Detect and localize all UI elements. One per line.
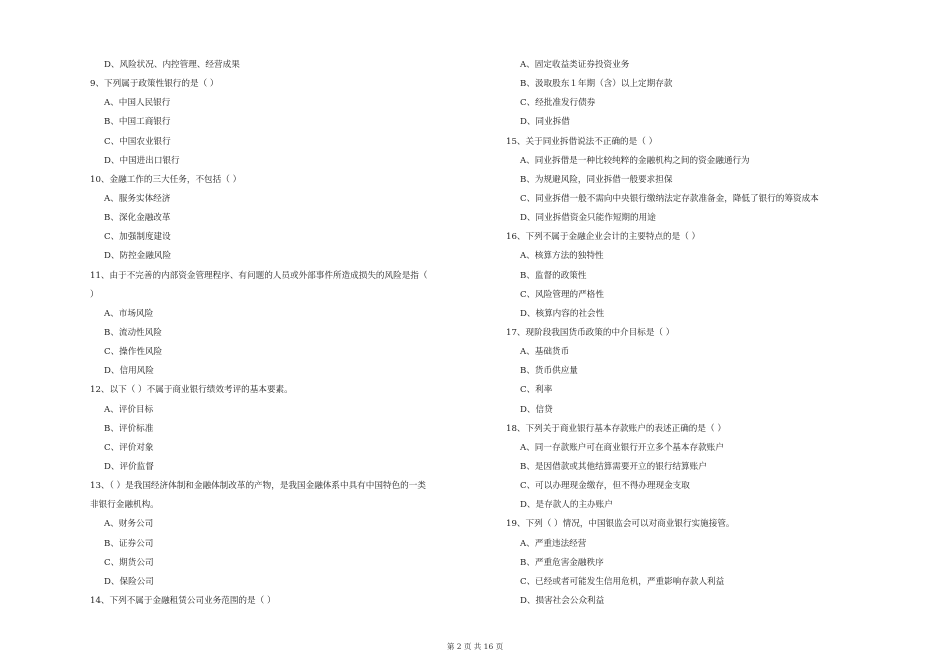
option-line: B、是因借款或其他结算需要开立的银行结算账户 — [520, 461, 707, 472]
option-line: B、评价标准 — [104, 423, 154, 434]
question-line: 13、（ ）是我国经济体制和金融体制改革的产物，是我国金融体系中具有中国特色的一类 — [90, 481, 426, 492]
right-question-column — [506, 56, 906, 611]
question-line: 9、下列属于政策性银行的是（ ） — [90, 79, 219, 90]
option-line: A、同一存款账户可在商业银行开立多个基本存款账户 — [520, 442, 724, 453]
option-line: B、为规避风险，同业拆借一般要求担保 — [520, 174, 673, 185]
option-line: D、同业拆借资金只能作短期的用途 — [520, 213, 656, 224]
option-line: D、同业拆借 — [520, 117, 570, 128]
option-line: C、风险管理的严格性 — [520, 289, 604, 300]
option-line: B、货币供应量 — [520, 366, 578, 377]
option-line: B、监督的政策性 — [520, 270, 587, 281]
question-line: 10、金融工作的三大任务，不包括（ ） — [90, 174, 242, 185]
question-line: 11、由于不完善的内部资金管理程序、有问题的人员或外部事件所造成损失的风险是指（ — [90, 270, 428, 281]
option-line: D、核算内容的社会性 — [520, 308, 605, 319]
option-line: C、中国农业银行 — [104, 136, 171, 147]
option-line: D、中国进出口银行 — [104, 155, 180, 166]
option-line: B、汲取股东１年期（含）以上定期存款 — [520, 79, 673, 90]
option-line: C、操作性风险 — [104, 347, 163, 358]
question-line: 14、下列不属于金融租赁公司业务范围的是（ ） — [90, 595, 276, 606]
option-line: A、市场风险 — [104, 308, 154, 319]
option-line: C、加强制度建设 — [104, 232, 171, 243]
option-line: C、期货公司 — [104, 557, 154, 568]
option-line: B、中国工商银行 — [104, 117, 171, 128]
question-line: 12、以下（ ）不属于商业银行绩效考评的基本要素。 — [90, 385, 293, 396]
question-line: 非银行金融机构。 — [90, 500, 159, 511]
page-number-footer: 第 2 页 共 16 页 — [446, 642, 504, 651]
option-line: A、同业拆借是一种比较纯粹的金融机构之间的资金融通行为 — [520, 155, 750, 166]
left-question-column — [90, 56, 490, 611]
option-line: A、严重违法经营 — [520, 538, 587, 549]
option-line: D、信贷 — [520, 404, 553, 415]
option-line: A、服务实体经济 — [104, 193, 171, 204]
option-line: D、损害社会公众利益 — [520, 595, 605, 606]
option-line: D、防控金融风险 — [104, 251, 172, 262]
option-line: B、深化金融改革 — [104, 213, 171, 224]
question-line: 17、现阶段我国货币政策的中介目标是（ ） — [506, 327, 675, 338]
option-line: A、中国人民银行 — [104, 98, 171, 109]
option-line: B、严重危害金融秩序 — [520, 557, 604, 568]
option-line: C、已经或者可能发生信用危机，严重影响存款人利益 — [520, 576, 725, 587]
question-line: 16、下列不属于金融企业会计的主要特点的是（ ） — [506, 232, 701, 243]
question-line: 19、下列（ ）情况，中国银监会可以对商业银行实施接管。 — [506, 519, 735, 530]
option-line: C、利率 — [520, 385, 553, 396]
option-line: C、经批准发行债券 — [520, 98, 596, 109]
question-line: 18、下列关于商业银行基本存款账户的表述正确的是（ ） — [506, 423, 726, 434]
option-line: D、评价监督 — [104, 461, 154, 472]
option-line: A、基础货币 — [520, 347, 570, 358]
option-line: B、流动性风险 — [104, 327, 162, 338]
option-line: B、证券公司 — [104, 538, 154, 549]
option-line: A、核算方法的独特性 — [520, 251, 604, 262]
option-line: D、风险状况、内控管理、经营成果 — [104, 60, 240, 70]
option-line: A、评价目标 — [104, 404, 154, 415]
question-line: 15、关于同业拆借说法不正确的是（ ） — [506, 136, 658, 147]
option-line: C、评价对象 — [104, 442, 154, 453]
option-line: D、信用风险 — [104, 366, 154, 377]
option-line: C、同业拆借一般不需向中央银行缴纳法定存款准备金，降低了银行的筹资成本 — [520, 193, 819, 204]
option-line: D、是存款人的主办账户 — [520, 500, 613, 511]
option-line: A、财务公司 — [104, 519, 154, 530]
question-line: ） — [90, 289, 99, 300]
option-line: D、保险公司 — [104, 576, 154, 587]
option-line: A、固定收益类证券投资业务 — [520, 60, 630, 70]
option-line: C、可以办理现金缴存，但不得办理现金支取 — [520, 481, 690, 492]
